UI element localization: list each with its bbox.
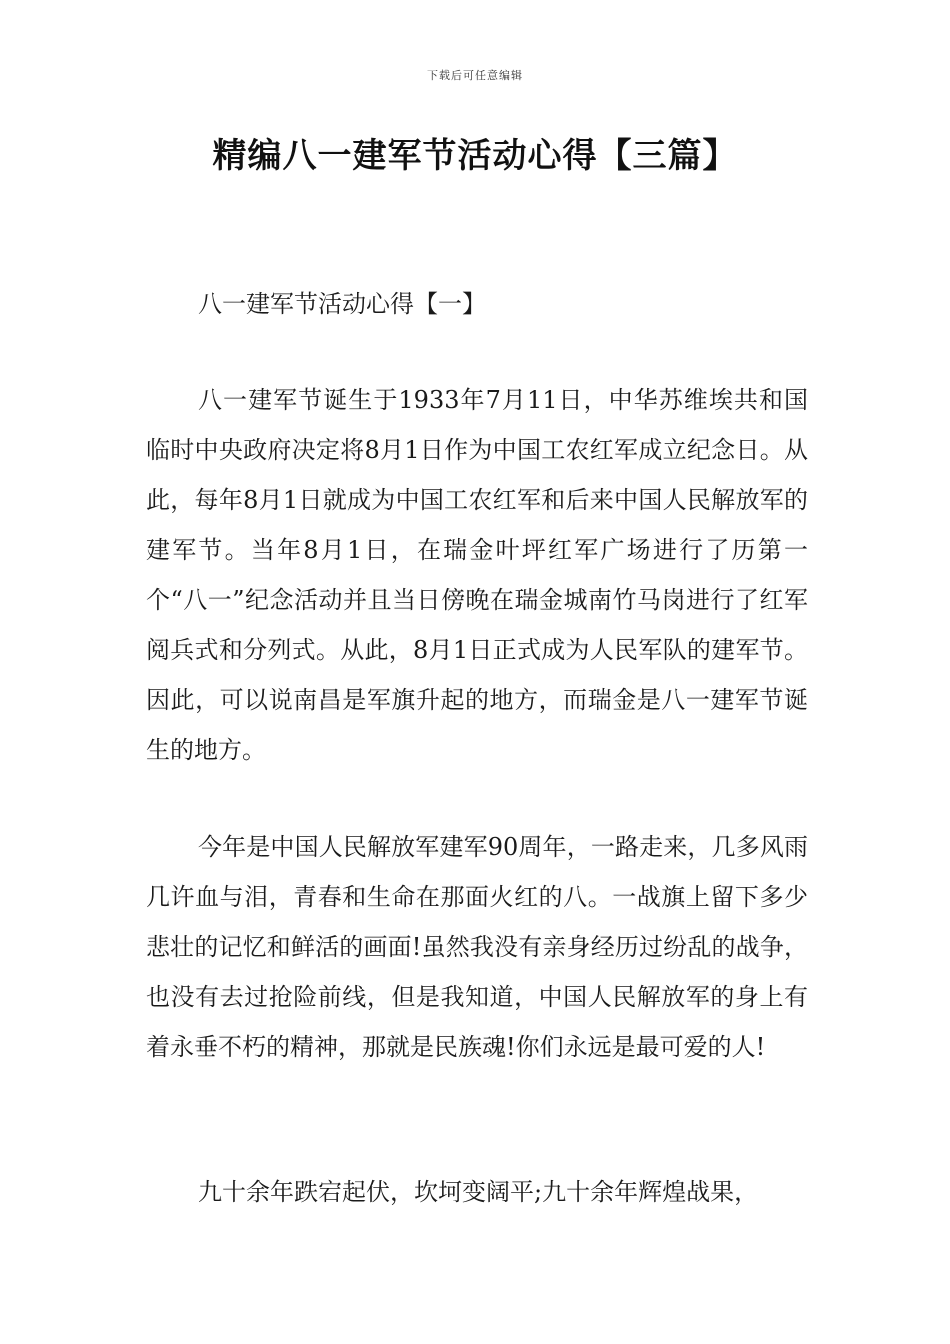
paragraph-3: 九十余年跌宕起伏，坎坷变阔平;九十余年辉煌战果，: [198, 1178, 759, 1206]
paragraph-1: 八一建军节诞生于1933年7月11日，中华苏维埃共和国临时中央政府决定将8月1日作为中国工农红军成立纪念日。从此，每年8月1日就成为中国工农红军和后来中国人民解放军的建军节。当年8月1日，在瑞金叶坪红军广场进行了历第一个“八一”纪念活动并且当日傍晚在瑞金城南竹马岗进行了红军阅兵式和分列式。从此，8月1日正式成为人民军队的建军节。因此，可以说南昌是军旗升起的地方，而瑞金是八一建军节诞生的地方。: [146, 386, 808, 764]
paragraph-2: 今年是中国人民解放军建军90周年，一路走来，几多风雨几许血与泪，青春和生命在那面火红的八。一战旗上留下多少悲壮的记忆和鲜活的画面!虽然我没有亲身经历过纷乱的战争，也没有去过抢险前线，但是我知道，中国人民解放军的身上有着永垂不朽的精神，那就是民族魂!你们永远是最可爱的人!: [146, 833, 808, 1061]
header-note: 下载后可任意编辑: [427, 69, 523, 82]
section-heading: 八一建军节活动心得【一】: [198, 290, 486, 318]
document-title: 精编八一建军节活动心得【三篇】: [212, 136, 738, 176]
